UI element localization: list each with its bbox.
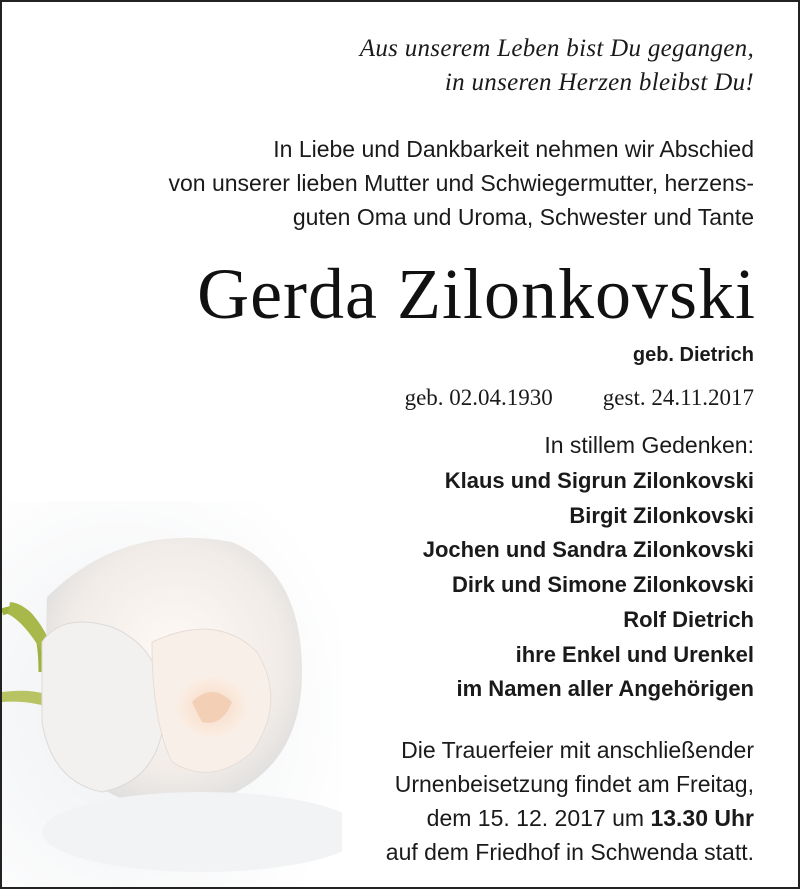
death-date: gest. 24.11.2017 bbox=[602, 385, 754, 410]
mourner: Klaus und Sigrun Zilonkovski bbox=[444, 468, 754, 493]
intro-line: In Liebe und Dankbarkeit nehmen wir Abschied bbox=[273, 136, 754, 162]
funeral-service-info bbox=[386, 733, 754, 869]
mourner: Birgit Zilonkovski bbox=[569, 502, 754, 528]
intro-line: von unserer lieben Mutter und Schwiegermutter, herzens- bbox=[168, 170, 754, 196]
motto-line: Aus unserem Leben bist Du gegangen, bbox=[359, 35, 754, 62]
intro-line: guten Oma und Uroma, Schwester und Tante bbox=[292, 204, 754, 230]
service-line: Urnenbeisetzung findet am Freitag, bbox=[394, 771, 754, 797]
motto bbox=[360, 32, 754, 100]
mourner: ihre Enkel und Urenkel bbox=[515, 641, 754, 667]
white-rose-image bbox=[2, 502, 342, 887]
service-date: dem 15. 12. 2017 um bbox=[426, 805, 651, 831]
service-time: 13.30 Uhr bbox=[650, 805, 754, 831]
mourners-list bbox=[423, 464, 754, 707]
mourner: Dirk und Simone Zilonkovski bbox=[452, 572, 754, 598]
mourner: Jochen und Sandra Zilonkovski bbox=[422, 537, 754, 563]
mourner: im Namen aller Angehörigen bbox=[456, 676, 754, 702]
service-line: Die Trauerfeier mit anschließender bbox=[401, 737, 754, 763]
memorial-heading: In stillem Gedenken: bbox=[544, 432, 754, 458]
mourner: Rolf Dietrich bbox=[623, 606, 754, 632]
service-line bbox=[386, 801, 754, 835]
life-dates bbox=[405, 382, 754, 414]
birth-date: geb. 02.04.1930 bbox=[404, 385, 553, 410]
intro-text bbox=[168, 132, 754, 234]
motto-line: in unseren Herzen bleibst Du! bbox=[444, 69, 754, 96]
deceased-name: Gerda Zilonkovski bbox=[197, 254, 756, 334]
birth-name: geb. Dietrich bbox=[632, 344, 754, 366]
service-line: auf dem Friedhof in Schwenda statt. bbox=[385, 839, 754, 865]
